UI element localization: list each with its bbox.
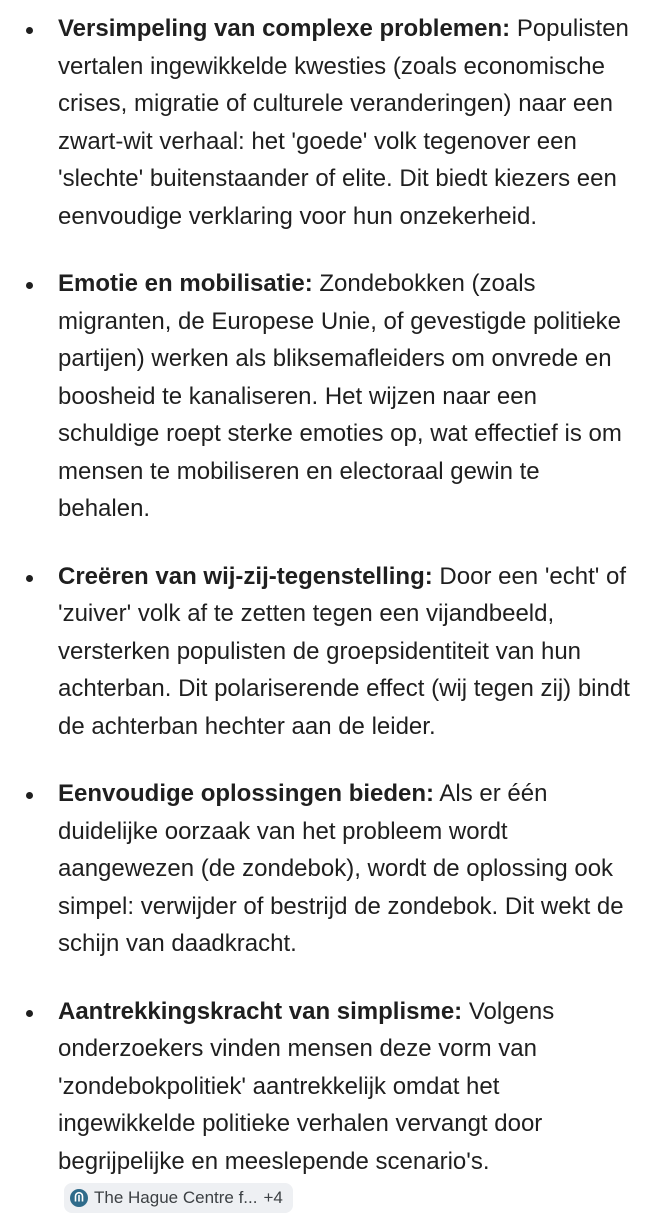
bullet-icon (26, 282, 33, 289)
list-item (0, 775, 656, 963)
bullet-icon (26, 1010, 33, 1017)
list-item (0, 10, 656, 235)
source-chip-count: +4 (263, 1187, 283, 1207)
item-term: Emotie en mobilisatie: (58, 270, 313, 297)
item-term: Eenvoudige oplossingen bieden: (58, 780, 435, 807)
bullet-icon (26, 27, 33, 34)
bullet-icon (26, 575, 33, 582)
list-item (0, 558, 656, 746)
item-text: Als er één duidelijke oorzaak van het probleem wordt aangewezen (de zondebok), wordt de oplossing ook simpel: verwijder of bestrijd de zondebok. Dit wekt de schijn van daadkracht. (58, 780, 624, 957)
list-item (0, 265, 656, 528)
item-term: Versimpeling van complexe problemen: (58, 15, 511, 42)
source-logo-icon (70, 1189, 88, 1207)
item-term: Creëren van wij-zij-tegenstelling: (58, 562, 433, 590)
item-term: Aantrekkingskracht van simplisme: (58, 997, 463, 1025)
bullet-list (0, 10, 656, 1218)
item-text: Zondebokken (zoals migranten, de Europese Unie, of gevestigde politieke partijen) werken als bliksemafleiders om onvrede en boosheid te kanaliseren. Het wijzen naar een schuldige roept sterke emoties op, wat effectief is om mensen te mobiliseren en electoraal gewin te behalen. (58, 270, 622, 522)
bullet-icon (26, 792, 33, 799)
item-text: Populisten vertalen ingewikkelde kwesties (zoals economische crises, migratie of culturele veranderingen) naar een zwart-wit verhaal: het 'goede' volk tegenover een 'slechte' buitenstaander of elite. Dit biedt kiezers een eenvoudige verklaring voor hun onzekerheid. (58, 15, 629, 230)
list-item (0, 993, 656, 1218)
source-chip[interactable] (64, 1183, 293, 1213)
item-text: Volgens onderzoekers vinden mensen deze vorm van 'zondebokpolitiek' aantrekkelijk omdat het ingewikkelde politieke verhalen vervangt door begrijpelijke en meeslepende scenario's. (58, 997, 555, 1175)
item-text: Door een 'echt' of 'zuiver' volk af te zetten tegen een vijandbeeld, versterken populisten de groepsidentiteit van hun achterban. Dit polariserende effect (wij tegen zij) bindt de achterban hechter aan de leider. (58, 562, 630, 740)
source-chip-label: The Hague Centre f... (94, 1187, 258, 1207)
